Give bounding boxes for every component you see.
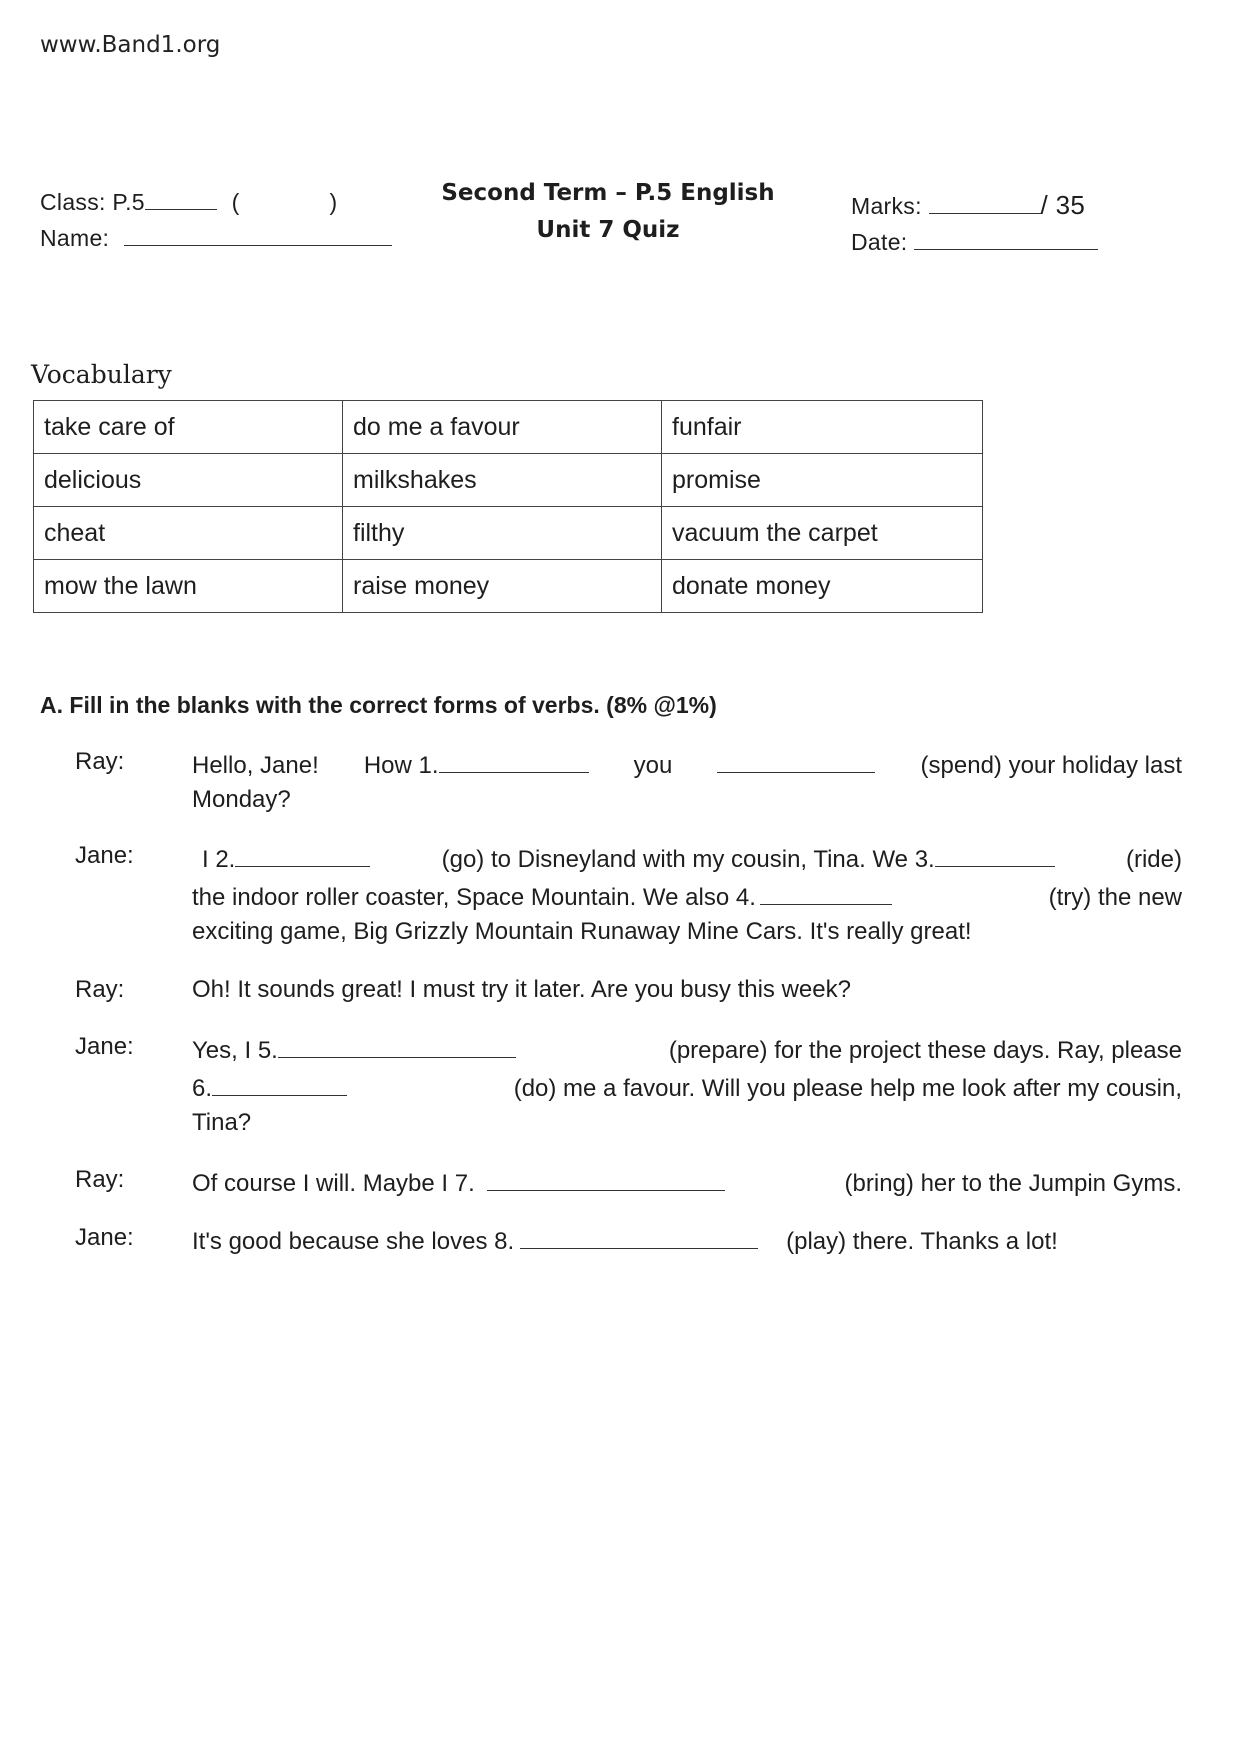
vocab-cell: milkshakes [343, 454, 662, 507]
table-row [34, 560, 983, 613]
dialogue-text: Tina? [192, 1109, 252, 1136]
website-watermark: www.Band1.org [40, 32, 221, 58]
dialogue-text: Monday? [192, 786, 291, 813]
name-blank[interactable] [124, 222, 392, 246]
dialogue-line [192, 786, 1182, 814]
vocab-cell: take care of [34, 401, 343, 454]
dialogue-text: (try) the new [1048, 884, 1182, 911]
dialogue-text: the indoor roller coaster, Space Mountain. We also 4. [192, 884, 756, 911]
section-a-title: A. Fill in the blanks with the correct forms of verbs. (8% @1%) [40, 692, 717, 718]
table-row [34, 401, 983, 454]
vocab-cell: do me a favour [343, 401, 662, 454]
dialogue-text: Oh! It sounds great! I must try it later. Are you busy this week? [192, 976, 851, 1003]
dialogue-text: Of course I will. Maybe I 7. [192, 1170, 475, 1197]
dialogue-line [192, 918, 1182, 946]
dialogue-text: It's good because she loves 8. [192, 1228, 515, 1255]
vocab-cell: filthy [343, 507, 662, 560]
vocab-cell: funfair [662, 401, 983, 454]
dialogue-line [192, 976, 1182, 1004]
dialogue-text: (prepare) for the project these days. Ray, please [668, 1037, 1182, 1064]
dialogue-text: How 1. [363, 752, 439, 779]
page-subtitle: Unit 7 Quiz [536, 217, 680, 243]
vocab-cell: mow the lawn [34, 560, 343, 613]
dialogue-text: Hello, Jane! [192, 752, 319, 779]
dialogue-line [192, 748, 1182, 780]
vocab-cell: vacuum the carpet [662, 507, 983, 560]
vocab-cell: delicious [34, 454, 343, 507]
answer-blank-1b[interactable] [717, 748, 875, 773]
answer-blank-1a[interactable] [439, 748, 589, 773]
speaker-label: Jane: [75, 842, 134, 869]
dialogue-line [192, 1071, 1182, 1103]
vocab-cell: raise money [343, 560, 662, 613]
answer-blank-7[interactable] [487, 1166, 725, 1191]
table-row [34, 454, 983, 507]
dialogue-line [192, 1109, 1182, 1137]
vocabulary-heading: Vocabulary [31, 360, 172, 389]
marks-field[interactable] [851, 190, 1085, 221]
speaker-label: Ray: [75, 1166, 125, 1193]
speaker-label: Ray: [75, 748, 125, 775]
date-blank[interactable] [914, 226, 1098, 250]
dialogue-text: I 2. [202, 846, 236, 873]
speaker-label: Jane: [75, 1224, 134, 1251]
vocab-cell: promise [662, 454, 983, 507]
name-field[interactable] [40, 222, 392, 252]
name-label: Name: [40, 225, 110, 251]
marks-label: Marks: [851, 193, 922, 219]
class-label: Class: P.5 [40, 189, 145, 215]
answer-blank-8[interactable] [520, 1224, 758, 1249]
dialogue-line [192, 1166, 1182, 1198]
marks-total: / 35 [1040, 190, 1086, 220]
vocab-cell: cheat [34, 507, 343, 560]
date-label: Date: [851, 229, 908, 255]
dialogue-text: (go) to Disneyland with my cousin, Tina. We 3. [441, 846, 935, 873]
speaker-label: Jane: [75, 1033, 134, 1060]
dialogue-text: you [633, 752, 673, 779]
page-title: Second Term – P.5 English [441, 180, 775, 206]
answer-blank-5[interactable] [278, 1033, 516, 1058]
dialogue-line [192, 842, 1182, 874]
answer-blank-4[interactable] [760, 880, 892, 905]
dialogue-text: 6. [192, 1075, 213, 1102]
class-blank[interactable] [145, 186, 217, 210]
answer-blank-3[interactable] [935, 842, 1055, 867]
marks-blank[interactable] [929, 190, 1041, 214]
date-field[interactable] [851, 226, 1098, 256]
dialogue-text: (bring) her to the Jumpin Gyms. [844, 1170, 1182, 1197]
speaker-label: Ray: [75, 976, 125, 1003]
dialogue-text: (ride) [1125, 846, 1182, 873]
dialogue-text: exciting game, Big Grizzly Mountain Runaway Mine Cars. It's really great! [192, 918, 972, 945]
vocab-cell: donate money [662, 560, 983, 613]
class-field[interactable]: Class: P.5 ( ) [40, 186, 338, 216]
answer-blank-2[interactable] [235, 842, 370, 867]
dialogue-line [192, 1224, 1182, 1256]
dialogue-line [192, 880, 1182, 912]
dialogue-line [192, 1033, 1182, 1065]
vocabulary-table [33, 400, 983, 613]
dialogue-text: (do) me a favour. Will you please help me look after my cousin, [513, 1075, 1182, 1102]
table-row [34, 507, 983, 560]
answer-blank-6[interactable] [212, 1071, 347, 1096]
dialogue-text: (play) there. Thanks a lot! [786, 1228, 1058, 1255]
dialogue-text: (spend) your holiday last [920, 752, 1182, 779]
dialogue-text: Yes, I 5. [192, 1037, 278, 1064]
